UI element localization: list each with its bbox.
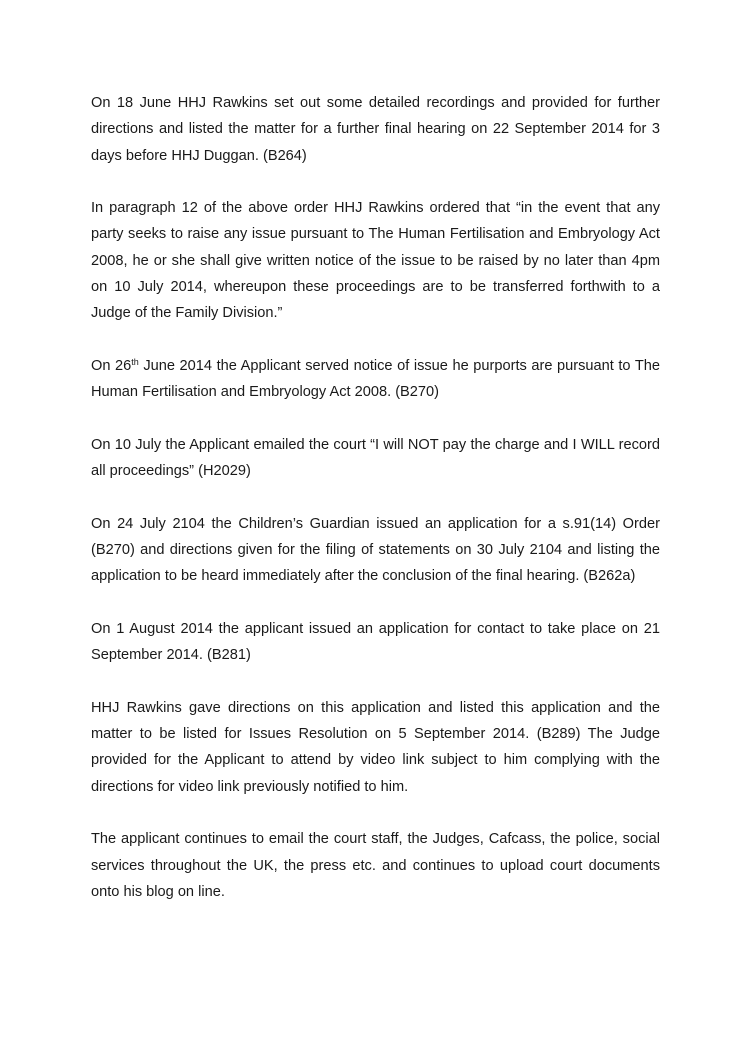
paragraph-notice-of-issue — [91, 353, 660, 406]
document-page — [91, 90, 660, 905]
paragraph-guardian-application: On 24 July 2104 the Children’s Guardian issued an application for a s.91(14) Order (B270) and directions given for the filing of statements on 30 July 2104 and listing the application to be heard immediately after the conclusion of the final hearing. (B262a) — [91, 515, 660, 585]
paragraph-contact-application: On 1 August 2014 the applicant issued an application for contact to take place on 21 September 2014. (B281) — [91, 620, 660, 664]
paragraph-order-paragraph-12: In paragraph 12 of the above order HHJ Rawkins ordered that “in the event that any party seeks to raise any issue pursuant to The Human Fertilisation and Embryology Act 2008, he or she shall give written notice of the issue to be raised by no later than 4pm on 10 July 2014, whereupon these proceedings are to be transferred forthwith to a Judge of the Family Division.” — [91, 200, 660, 322]
paragraph-notice-post: June 2014 the Applicant served notice of issue he purports are pursuant to The Human Fertilisation and Embryology Act 2008. (B270) — [91, 357, 660, 401]
paragraph-applicant-conduct: The applicant continues to email the court staff, the Judges, Cafcass, the police, social services throughout the UK, the press etc. and continues to upload court documents onto his blog on line. — [91, 831, 660, 900]
paragraph-notice-pre: On 26 — [91, 357, 132, 374]
paragraph-rawkins-directions: On 18 June HHJ Rawkins set out some detailed recordings and provided for further directions and listed the matter for a further final hearing on 22 September 2014 for 3 days before HHJ Duggan. (B264) — [91, 95, 660, 164]
paragraph-issues-resolution: HHJ Rawkins gave directions on this application and listed this application and the matter to be listed for Issues Resolution on 5 September 2014. (B289) The Judge provided for the Applicant to attend by video link subject to him complying with the directions for video link previously notified to him. — [91, 699, 660, 795]
ordinal-suffix: th — [131, 356, 139, 367]
paragraph-applicant-email: On 10 July the Applicant emailed the court “I will NOT pay the charge and I WILL record all proceedings” (H2029) — [91, 436, 660, 480]
